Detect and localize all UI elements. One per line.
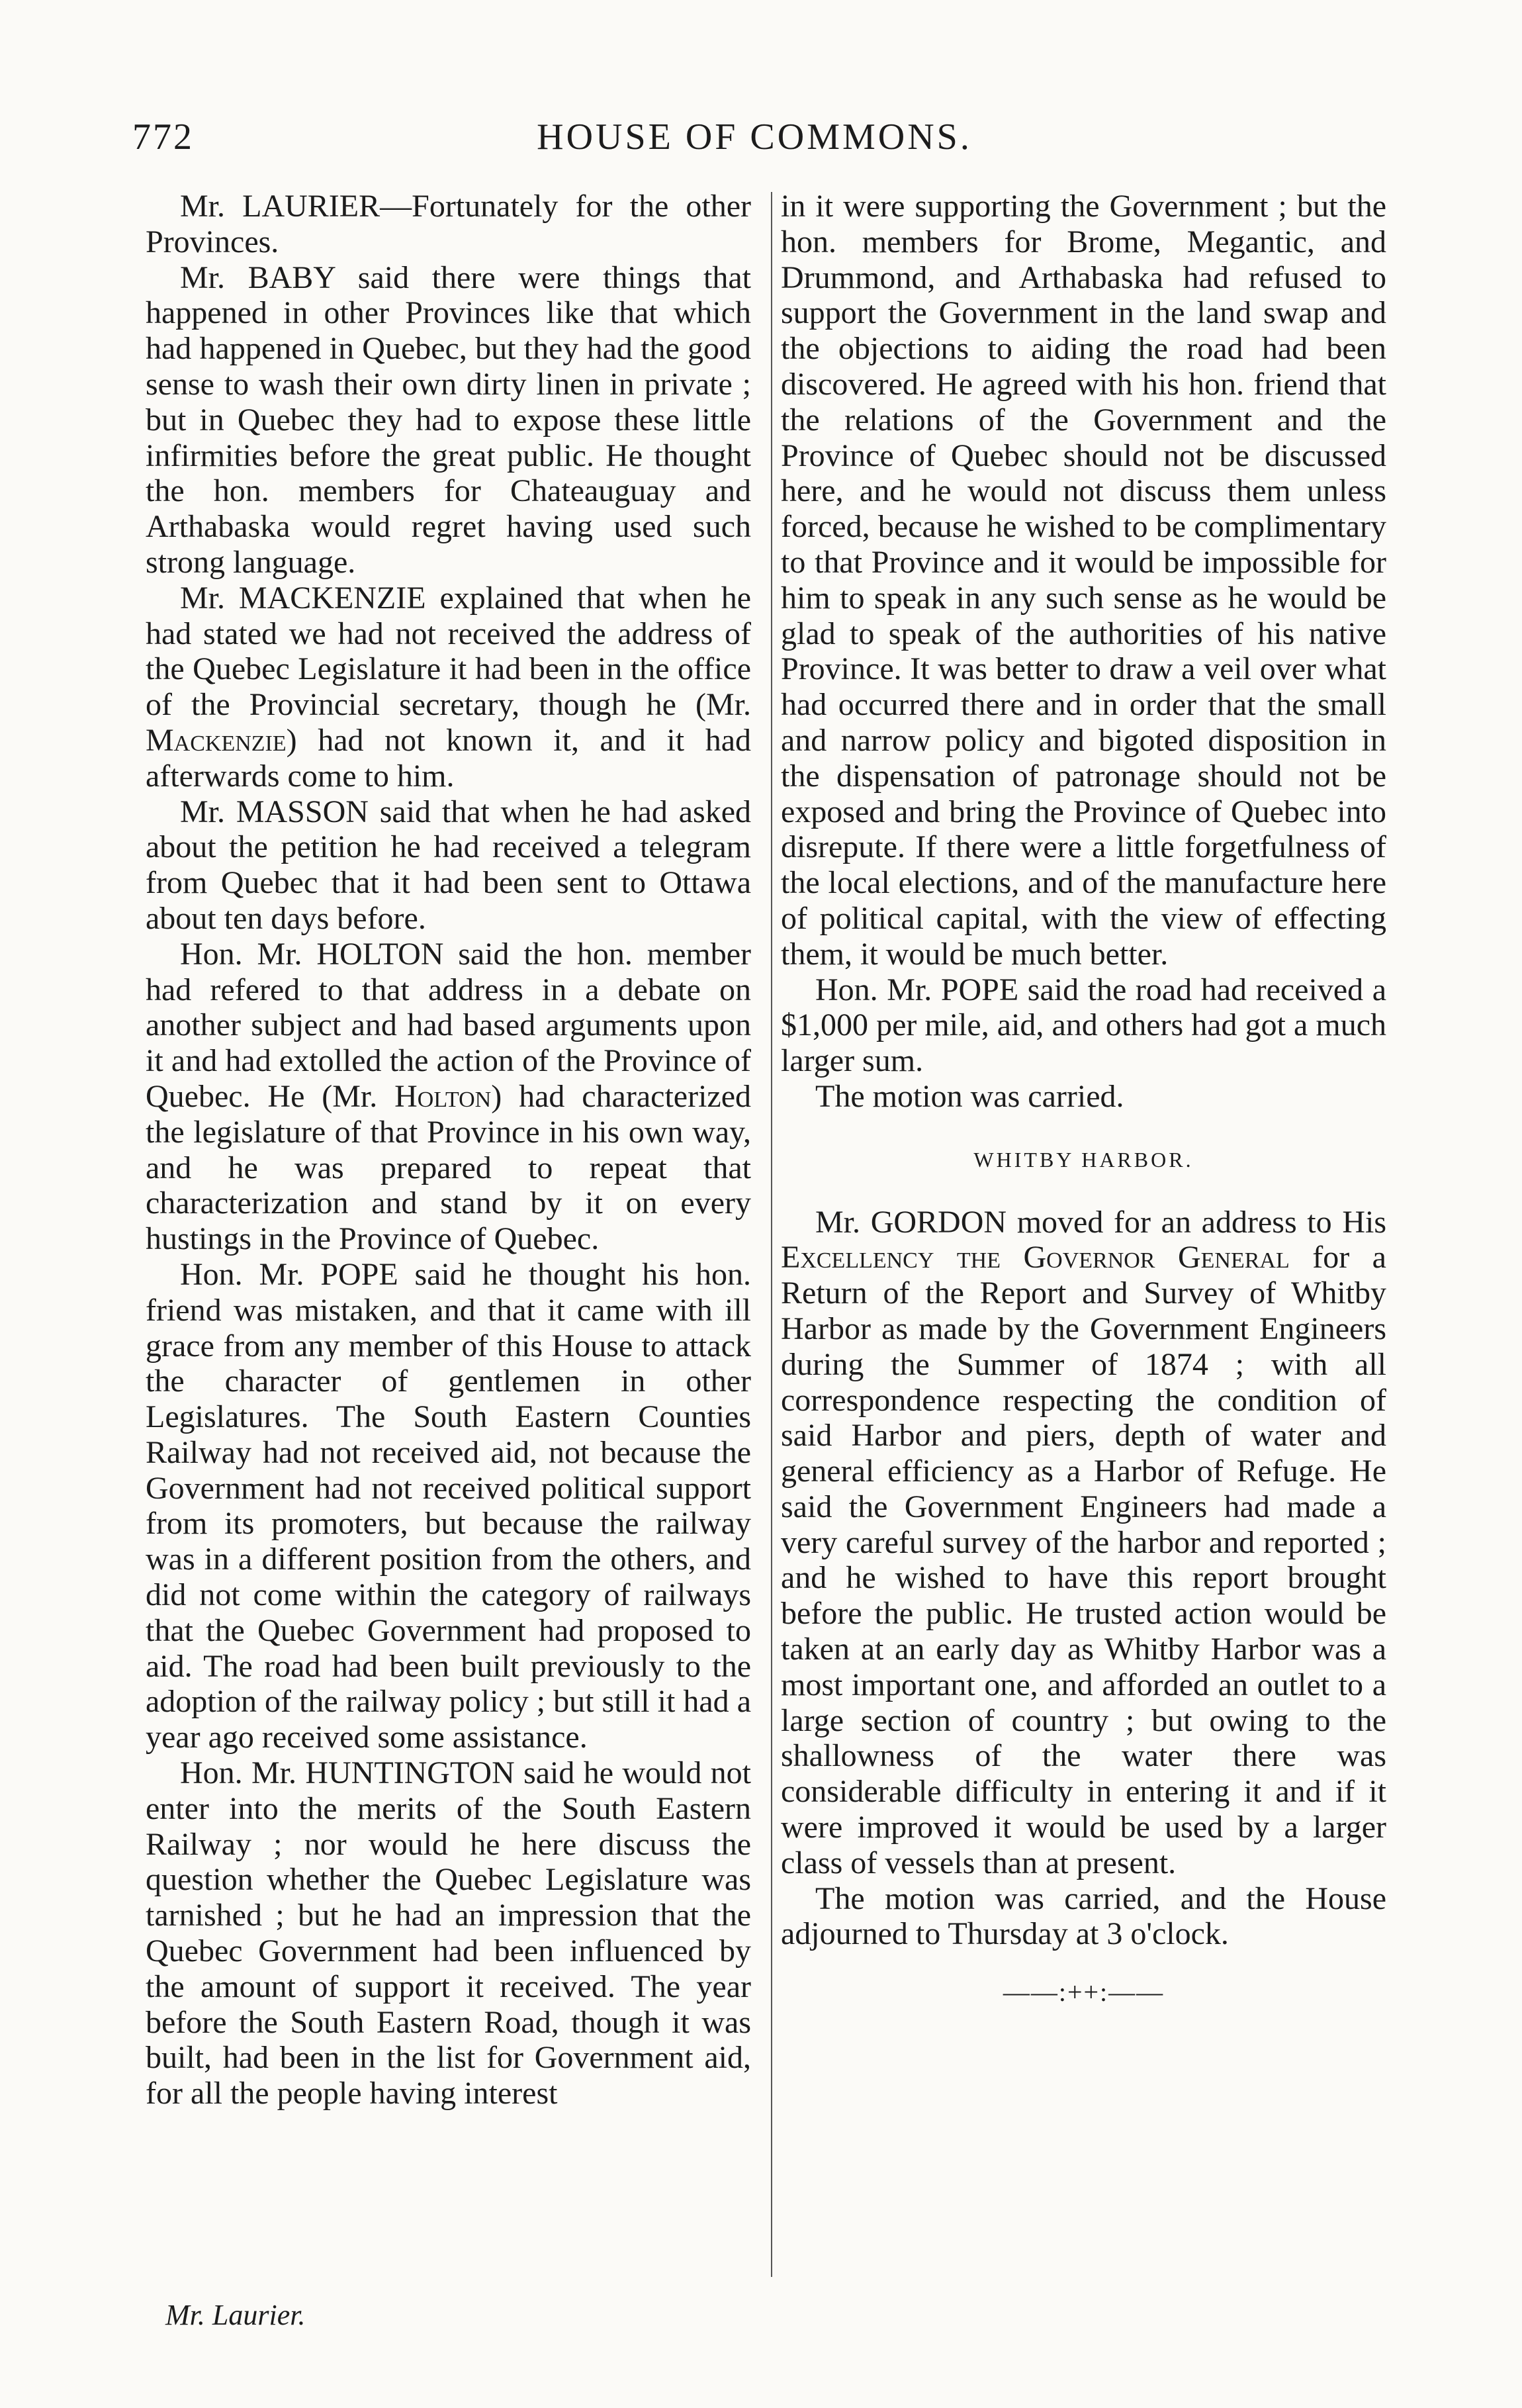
text-run: Mr. MACKENZIE explained that when he had stated we had not received the address of the Quebec Legislature it had been in the office of the Provincial secretary, though he (Mr.	[146, 580, 751, 723]
paragraph: The motion was carried, and the House adjourned to Thursday at 3 o'clock.	[781, 1880, 1386, 1952]
text-run: ) had characterized the legislature of that Province in his own way, and he was prepared to repeat that characterization and stand by it on every hustings in the Province of Quebec.	[146, 1078, 752, 1257]
paragraph: Hon. Mr. HUNTINGTON said he would not enter into the merits of the South Eastern Railway ; nor would he here discuss the question whether the Quebec Legislature was tarnished ; but he had an impression that the Quebec Government had been influenced by the amount of support it received. The year before the South Eastern Road, though it was built, had been in the list for Government aid, for all the people having interest	[146, 1755, 751, 2111]
paragraph	[781, 1205, 1386, 1881]
paragraph: Hon. Mr. POPE said he thought his hon. friend was mistaken, and that it came with ill grace from any member of this House to attack the character of gentlemen in other Legislatures. The South Eastern Counties Railway had not received aid, not because the Government had not received political support from its promoters, but because the railway was in a different position from the others, and did not come within the category of railways that the Quebec Government had proposed to aid. The road had been built previously to the adoption of the railway policy ; but still it had a year ago received some assistance.	[146, 1256, 751, 1755]
small-caps-title: Excellency the Governor General	[781, 1240, 1290, 1275]
text-run: Hon. Mr. HOLTON said the hon. member had refered to that address in a debate on another subject and had based arguments upon it and had extolled the action of the Province of Quebec. He (Mr.	[146, 936, 751, 1114]
small-caps-name: Holton	[394, 1078, 492, 1114]
paragraph	[146, 580, 751, 794]
text-run: ) had not known it, and it had afterwards come to him.	[146, 722, 751, 794]
paragraph: Mr. MASSON said that when he had asked about the petition he had received a telegram from Quebec that it had been sent to Ottawa about ten days before.	[146, 794, 751, 936]
paragraph: The motion was carried.	[815, 1078, 1124, 1114]
running-title: HOUSE OF COMMONS.	[537, 116, 972, 158]
paragraph: in it were supporting the Government ; but the hon. members for Brome, Megantic, and Drummond, and Arthabaska had refused to support the Government in the land swap and the objections to aiding the road had been discovered. He agreed with his hon. friend that the relations of the Government and the Province of Quebec should not be discussed here, and he would not discuss them unless forced, because he wished to be complimentary to that Province and it would be impossible for him to speak in any such sense as he would be glad to speak of the authorities of his native Province. It was better to draw a veil over what had occurred there and in order that the small and narrow policy and bigoted disposition in the dispensation of patronage should not be exposed and bring the Province of Quebec into disrepute. If there were a little forgetfulness of the local elections, and of the manufacture here of political capital, with the view of effecting them, it would be much better.	[781, 189, 1386, 972]
column-divider	[771, 192, 772, 2277]
small-caps-name: Mackenzie	[146, 722, 287, 758]
section-end-ornament: ——:++:——	[1003, 1977, 1165, 2008]
paragraph	[146, 937, 751, 1257]
page-number: 772	[132, 116, 194, 158]
catchword: Mr. Laurier.	[165, 2299, 306, 2331]
paragraph: Hon. Mr. POPE said the road had received a $1,000 per mile, aid, and others had got a much larger sum.	[781, 972, 1386, 1079]
page-header	[132, 116, 1376, 169]
paragraph: Mr. BABY said there were things that happened in other Provinces like that which had happened in Quebec, but they had the good sense to wash their own dirty linen in private ; but in Quebec they had to expose these little infirmities before the great public. He thought the hon. members for Chateauguay and Arthabaska would regret having used such strong language.	[146, 259, 751, 580]
paragraph: Mr. LAURIER—Fortunately for the other Provinces.	[146, 189, 751, 259]
left-column	[146, 189, 751, 2111]
text-run: for a Return of the Report and Survey of Whitby Harbor as made by the Government Engineers during the Summer of 1874 ; with all correspondence respecting the condition of said Harbor and piers, depth of water and general efficiency as a Harbor of Refuge. He said the Government Engineers had made a very careful survey of the harbor and reported ; and he wished to have this report brought before the public. He trusted action would be taken at an early day as Whitby Harbor was a most important one, and afforded an outlet to a large section of country ; but owing to the shallowness of the water there was considerable difficulty in entering it and if it were improved it would be used by a larger class of vessels than at present.	[781, 1240, 1386, 1880]
right-column	[781, 189, 1386, 2010]
section-heading: WHITBY HARBOR.	[973, 1147, 1194, 1172]
text-run: Mr. GORDON moved for an address to His	[815, 1204, 1386, 1240]
